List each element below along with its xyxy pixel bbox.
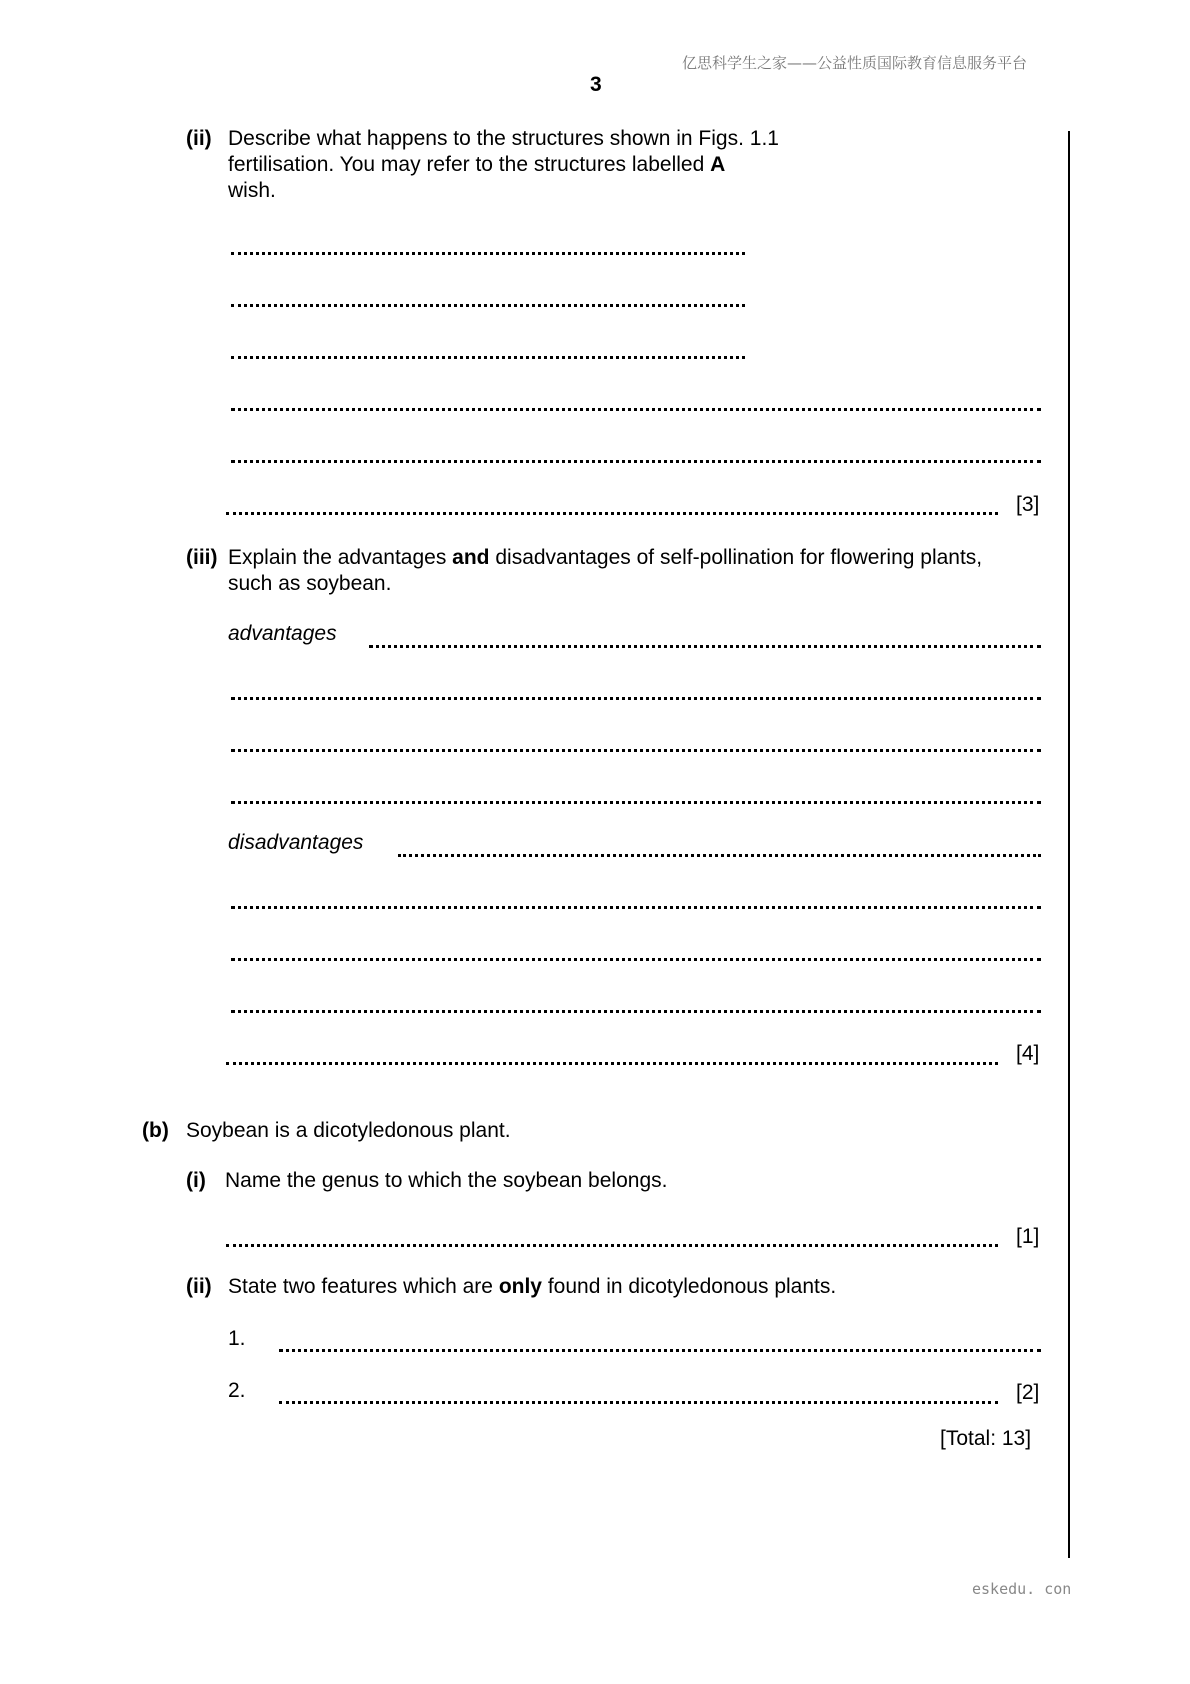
- answer-line[interactable]: [279, 1401, 998, 1404]
- question-ii-line-2-text: fertilisation. You may refer to the structures labelled: [228, 153, 711, 176]
- answer-line[interactable]: [231, 408, 1041, 411]
- question-ii-label-a: A: [710, 153, 726, 176]
- answer-line[interactable]: [279, 1349, 1041, 1352]
- question-ii-line-2: [228, 152, 779, 178]
- mark-iii: [4]: [1016, 1042, 1040, 1065]
- question-b-ii-label: (ii): [186, 1275, 212, 1298]
- answer-line[interactable]: [231, 749, 1041, 752]
- answer-line[interactable]: [231, 304, 745, 307]
- question-iii-label: (iii): [186, 546, 218, 569]
- question-iii-text-a: Explain the advantages: [228, 546, 453, 569]
- question-ii-label: (ii): [186, 127, 212, 150]
- question-iii-line-2: such as soybean.: [228, 572, 392, 595]
- question-b-ii-text-a: State two features which are: [228, 1275, 499, 1298]
- question-iii-line-1: [228, 545, 982, 571]
- question-iii-text-b: disadvantages of self-pollination for flowering plants,: [489, 546, 983, 569]
- answer-line[interactable]: [226, 1244, 998, 1247]
- margin-rule: [1068, 131, 1070, 1558]
- answer-line[interactable]: [369, 645, 1041, 648]
- advantages-label: advantages: [228, 622, 337, 645]
- answer-line[interactable]: [231, 252, 745, 255]
- answer-line[interactable]: [231, 697, 1041, 700]
- question-b-text: Soybean is a dicotyledonous plant.: [186, 1119, 511, 1142]
- answer-line[interactable]: [231, 801, 1041, 804]
- question-b-ii-bold: only: [498, 1275, 542, 1298]
- answer-line[interactable]: [226, 1062, 998, 1065]
- question-ii-text: [228, 126, 779, 204]
- mark-ii: [3]: [1016, 493, 1040, 516]
- total-marks: [Total: 13]: [940, 1427, 1032, 1450]
- page-number: 3: [590, 73, 602, 96]
- question-b-i-label: (i): [186, 1169, 206, 1192]
- question-b-i-text: Name the genus to which the soybean belongs.: [225, 1169, 668, 1192]
- question-b-label: (b): [142, 1119, 169, 1142]
- disadvantages-label: disadvantages: [228, 831, 364, 854]
- answer-line[interactable]: [398, 854, 1041, 857]
- answer-line[interactable]: [231, 460, 1041, 463]
- question-ii-line-1: Describe what happens to the structures shown in Figs. 1.1: [228, 127, 779, 150]
- header-watermark: 亿思科学生之家——公益性质国际教育信息服务平台: [682, 54, 1028, 72]
- question-iii-bold: and: [452, 546, 490, 569]
- answer-line[interactable]: [226, 512, 998, 515]
- answer-line[interactable]: [231, 1010, 1041, 1013]
- question-b-ii-text: [228, 1274, 836, 1300]
- footer-site: eskedu. con: [972, 1580, 1072, 1598]
- answer-line[interactable]: [231, 356, 745, 359]
- answer-line[interactable]: [231, 906, 1041, 909]
- feature-2-number: 2.: [228, 1379, 246, 1402]
- answer-line[interactable]: [231, 958, 1041, 961]
- question-b-ii-text-b: found in dicotyledonous plants.: [541, 1275, 837, 1298]
- question-ii-line-3: wish.: [228, 179, 276, 202]
- mark-b-i: [1]: [1016, 1225, 1040, 1248]
- mark-b-ii: [2]: [1016, 1381, 1040, 1404]
- question-iii-text: [228, 545, 982, 597]
- feature-1-number: 1.: [228, 1327, 246, 1350]
